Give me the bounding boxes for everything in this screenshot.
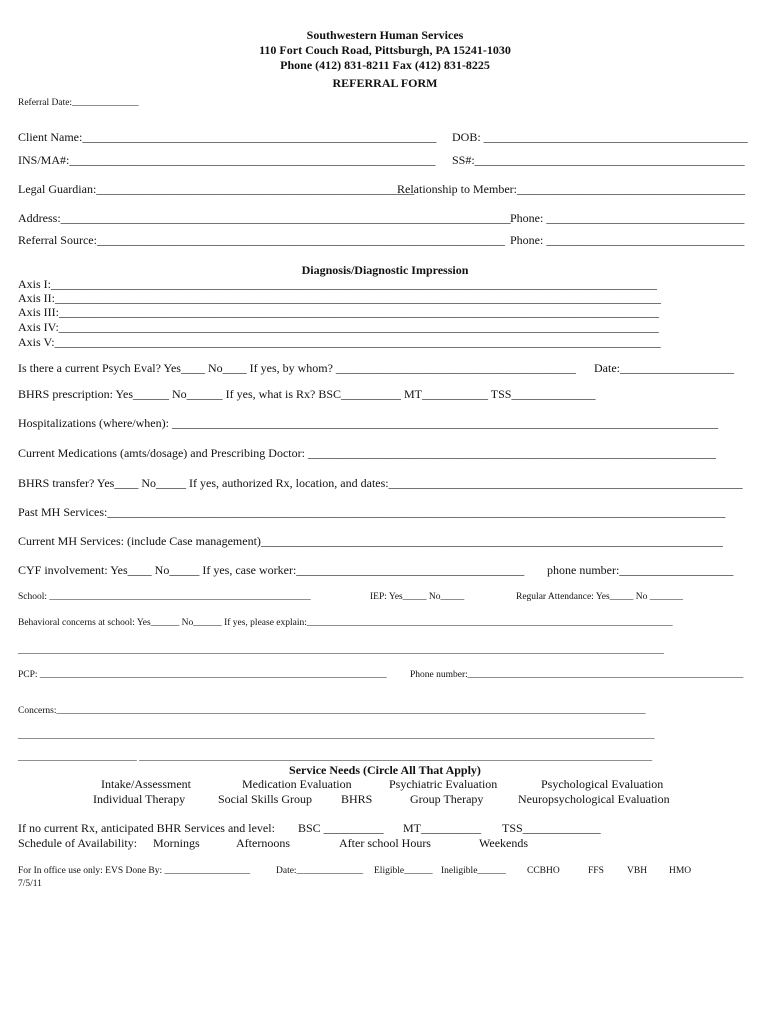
- payer-ccbho: CCBHO: [527, 866, 560, 876]
- payer-hmo: HMO: [669, 866, 692, 876]
- availability-afternoons[interactable]: Afternoons: [236, 836, 290, 850]
- pcp-phone-field[interactable]: Phone number:__________________________________________________________: [410, 670, 744, 680]
- referral-source-field[interactable]: Referral Source:____________________________________________________________________: [18, 233, 505, 247]
- axis-3-field[interactable]: Axis III:____________________________________________________________________________________________________: [18, 305, 659, 319]
- org-name: Southwestern Human Services: [306, 28, 464, 42]
- current-medications-field[interactable]: Current Medications (amts/dosage) and Prescribing Doctor: ____________________________________________________________________: [18, 446, 716, 460]
- attendance-field[interactable]: Regular Attendance: Yes_____ No _______: [516, 592, 684, 602]
- anticipated-services-label: If no current Rx, anticipated BHR Services and level:: [18, 821, 275, 835]
- option-intake-assessment[interactable]: Intake/Assessment: [101, 777, 191, 791]
- org-phone: Phone (412) 831-8211 Fax (412) 831-8225: [280, 58, 490, 72]
- org-address: 110 Fort Couch Road, Pittsburgh, PA 15241-1030: [259, 43, 511, 57]
- availability-after-school[interactable]: After school Hours: [339, 836, 431, 850]
- relationship-field[interactable]: Relationship to Member:______________________________________: [397, 182, 745, 196]
- legal-guardian-field[interactable]: Legal Guardian:_____________________________________________________: [18, 182, 415, 196]
- address-phone-field[interactable]: Phone: _________________________________: [510, 211, 745, 225]
- anticipated-tss-field[interactable]: TSS_____________: [502, 821, 601, 835]
- option-psychiatric-evaluation[interactable]: Psychiatric Evaluation: [389, 777, 498, 791]
- office-ineligible-field[interactable]: Ineligible______: [441, 866, 506, 876]
- payer-vbh: VBH: [627, 866, 648, 876]
- availability-weekends[interactable]: Weekends: [479, 836, 529, 850]
- option-psychological-evaluation[interactable]: Psychological Evaluation: [541, 777, 664, 791]
- source-phone-field[interactable]: Phone: _________________________________: [510, 233, 745, 247]
- address-field[interactable]: Address:___________________________________________________________________________: [18, 211, 511, 225]
- option-neuropsychological-evaluation[interactable]: Neuropsychological Evaluation: [518, 792, 670, 806]
- bhrs-prescription-field[interactable]: BHRS prescription: Yes______ No______ If yes, what is Rx? BSC__________ MT___________ TSS______________: [18, 387, 596, 401]
- form-title: REFERRAL FORM: [332, 76, 438, 90]
- behavioral-concerns-field[interactable]: Behavioral concerns at school: Yes______ No______ If yes, please explain:_____________________________________________________________________________: [18, 618, 673, 628]
- psych-eval-date-field[interactable]: Date:___________________: [594, 361, 734, 375]
- anticipated-bsc-field[interactable]: BSC __________: [298, 821, 384, 835]
- axis-4-field[interactable]: Axis IV:____________________________________________________________________________________________________: [18, 320, 659, 334]
- option-group-therapy[interactable]: Group Therapy: [410, 792, 484, 806]
- dob-field[interactable]: DOB: ____________________________________________: [452, 130, 748, 144]
- client-name-field[interactable]: Client Name:___________________________________________________________: [18, 130, 437, 144]
- axis-2-field[interactable]: Axis II:_____________________________________________________________________________________________________: [18, 291, 661, 305]
- payer-ffs: FFS: [588, 866, 604, 876]
- office-evs-field[interactable]: For In office use only: EVS Done By: __________________: [18, 866, 251, 876]
- referral-date-field[interactable]: Referral Date:______________: [18, 98, 139, 108]
- ssn-field[interactable]: SS#:_____________________________________________: [452, 153, 745, 167]
- school-field[interactable]: School: _______________________________________________________: [18, 592, 311, 602]
- cyf-phone-field[interactable]: phone number:___________________: [547, 563, 734, 577]
- option-bhrs[interactable]: BHRS: [341, 792, 373, 806]
- option-individual-therapy[interactable]: Individual Therapy: [93, 792, 186, 806]
- cyf-involvement-field[interactable]: CYF involvement: Yes____ No_____ If yes, case worker:______________________________________: [18, 563, 525, 577]
- concerns-continuation-2[interactable]: _________________________ ____________________________________________________________________________________________________________: [18, 753, 653, 763]
- hospitalizations-field[interactable]: Hospitalizations (where/when): ___________________________________________________________________________________________: [18, 416, 718, 430]
- past-mh-services-field[interactable]: Past MH Services:_______________________________________________________________________________________________________: [18, 505, 726, 519]
- service-needs-title: Service Needs (Circle All That Apply): [289, 763, 481, 777]
- bhrs-transfer-field[interactable]: BHRS transfer? Yes____ No_____ If yes, authorized Rx, location, and dates:___________________________________________________________: [18, 476, 743, 490]
- option-medication-evaluation[interactable]: Medication Evaluation: [242, 777, 352, 791]
- concerns-field[interactable]: Concerns:____________________________________________________________________________________________________________________________: [18, 706, 646, 716]
- option-social-skills-group[interactable]: Social Skills Group: [218, 792, 313, 806]
- pcp-field[interactable]: PCP: _________________________________________________________________________: [18, 670, 387, 680]
- availability-mornings[interactable]: Mornings: [153, 836, 200, 850]
- iep-field[interactable]: IEP: Yes_____ No_____: [370, 592, 465, 602]
- axis-5-field[interactable]: Axis V:_____________________________________________________________________________________________________: [18, 335, 661, 349]
- axis-1-field[interactable]: Axis I:_____________________________________________________________________________________________________: [18, 277, 657, 291]
- current-mh-services-field[interactable]: Current MH Services: (include Case management)_____________________________________________________________________________: [18, 534, 723, 548]
- office-eligible-field[interactable]: Eligible______: [374, 866, 433, 876]
- revision-date: 7/5/11: [18, 879, 42, 889]
- availability-label: Schedule of Availability:: [18, 836, 138, 850]
- anticipated-mt-field[interactable]: MT__________: [403, 821, 481, 835]
- behavioral-continuation-line[interactable]: ________________________________________________________________________________________________________________________________________: [18, 646, 664, 656]
- concerns-continuation-1[interactable]: ______________________________________________________________________________________________________________________________________: [18, 731, 655, 741]
- diagnosis-title: Diagnosis/Diagnostic Impression: [301, 263, 469, 277]
- psych-eval-field[interactable]: Is there a current Psych Eval? Yes____ No____ If yes, by whom? ________________________________________: [18, 361, 576, 375]
- ins-ma-field[interactable]: INS/MA#:_____________________________________________________________: [18, 153, 436, 167]
- office-date-field[interactable]: Date:______________: [276, 866, 364, 876]
